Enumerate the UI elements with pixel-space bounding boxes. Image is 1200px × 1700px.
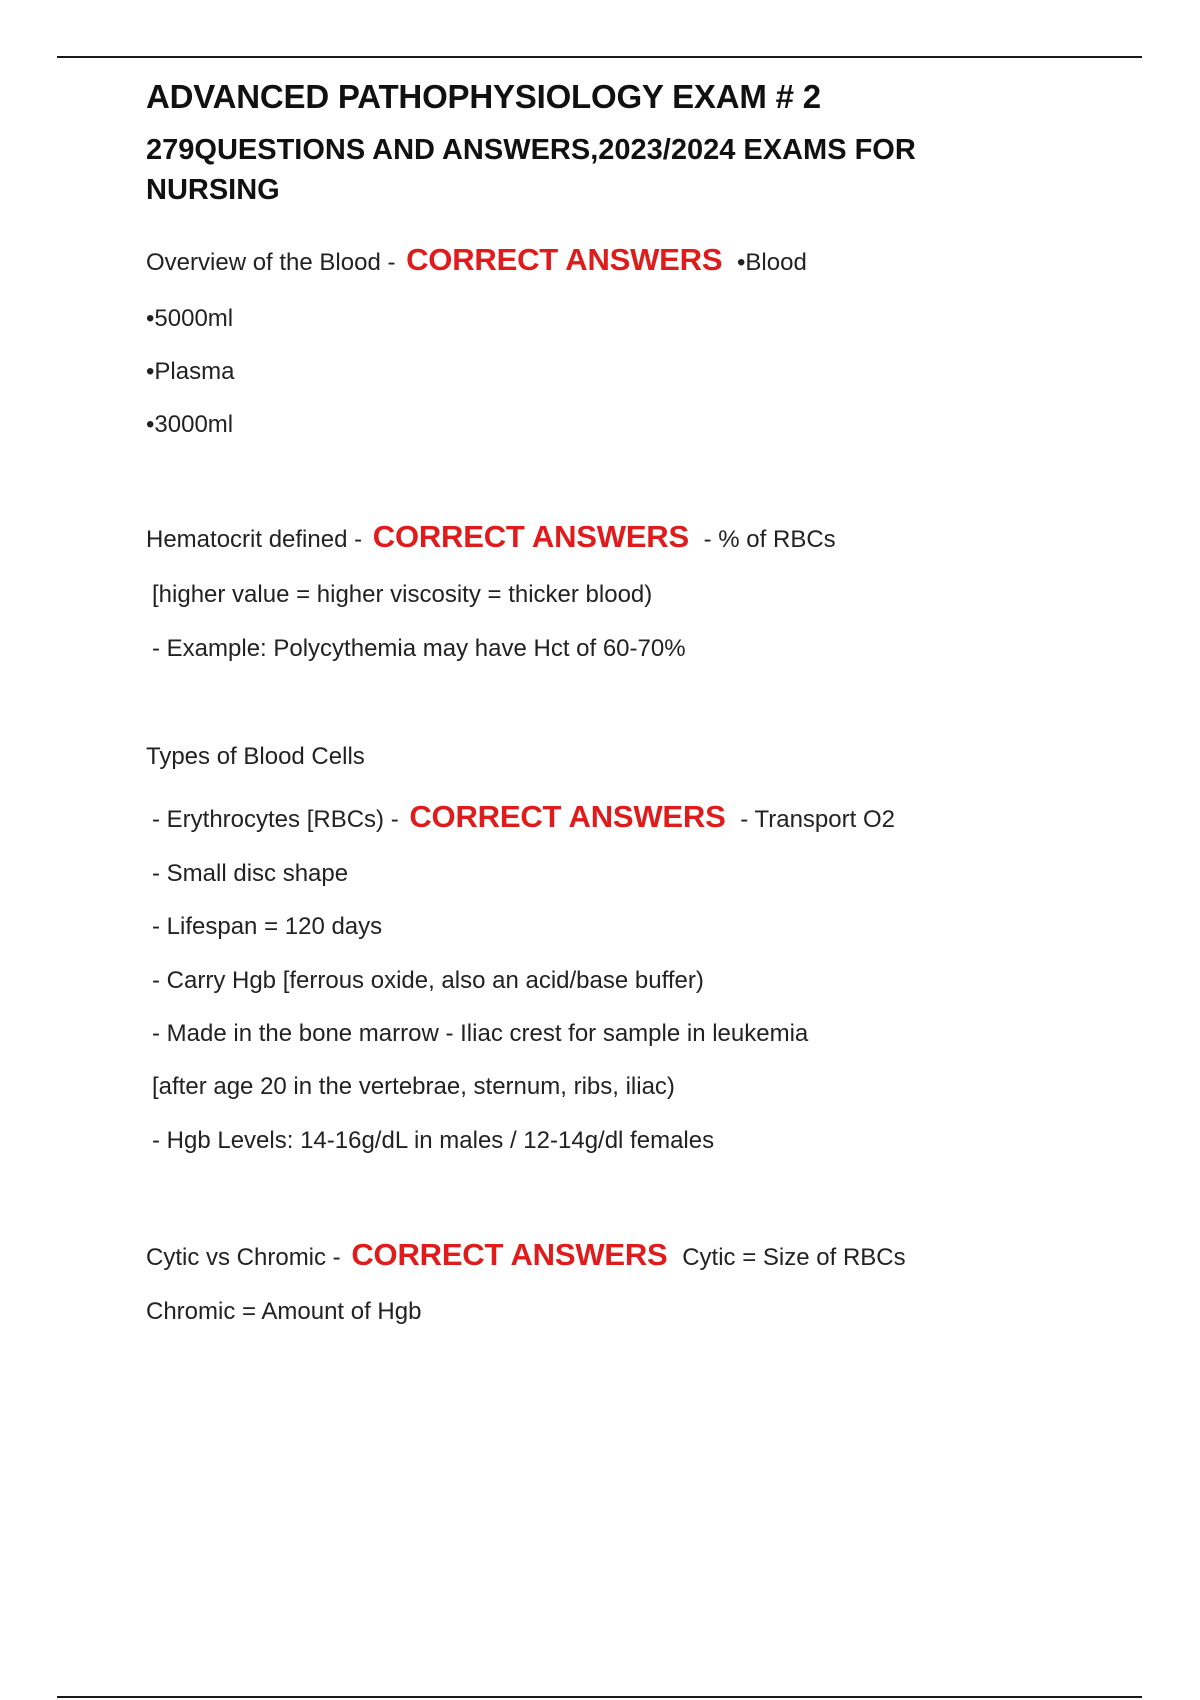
answer-line: •3000ml (146, 411, 234, 438)
document-subtitle: 279QUESTIONS AND ANSWERS,2023/2024 EXAMS FOR NURSING (146, 134, 916, 206)
question-text: - Erythrocytes [RBCs) - (152, 806, 399, 833)
question-text: Hematocrit defined - (146, 526, 363, 553)
question-text: Cytic vs Chromic - (146, 1244, 341, 1271)
bottom-divider (57, 1696, 1142, 1698)
answer-line: - Made in the bone marrow - Iliac crest for sample in leukemia (152, 1020, 809, 1047)
answer-line: - Lifespan = 120 days (152, 913, 383, 940)
answer-line: [after age 20 in the vertebrae, sternum, ribs, iliac) (152, 1073, 675, 1100)
correct-answers-label: CORRECT ANSWERS (372, 519, 689, 554)
answer-line: •Plasma (146, 358, 235, 385)
answer-text: •Blood (737, 249, 807, 276)
question-hematocrit (146, 519, 836, 555)
section-heading-blood-cells: Types of Blood Cells (146, 743, 365, 770)
answer-line: [higher value = higher viscosity = thicker blood) (152, 581, 653, 608)
answer-line: - Small disc shape (152, 860, 349, 887)
answer-line: - Carry Hgb [ferrous oxide, also an acid/base buffer) (152, 967, 704, 994)
answer-text: - % of RBCs (703, 526, 836, 553)
question-cytic-chromic (146, 1237, 906, 1273)
answer-text: - Transport O2 (740, 806, 895, 833)
answer-line: - Hgb Levels: 14-16g/dL in males / 12-14g/dl females (152, 1127, 715, 1154)
correct-answers-label: CORRECT ANSWERS (406, 242, 723, 277)
question-blood-overview (146, 242, 807, 278)
question-text: Overview of the Blood - (146, 249, 396, 276)
answer-line: Chromic = Amount of Hgb (146, 1298, 422, 1325)
answer-line: •5000ml (146, 305, 234, 332)
answer-line: - Example: Polycythemia may have Hct of 60-70% (152, 635, 686, 662)
document-title: ADVANCED PATHOPHYSIOLOGY EXAM # 2 (146, 78, 821, 115)
top-divider (57, 56, 1142, 58)
question-erythrocytes (152, 799, 895, 835)
answer-text: Cytic = Size of RBCs (682, 1244, 906, 1271)
correct-answers-label: CORRECT ANSWERS (351, 1237, 668, 1272)
correct-answers-label: CORRECT ANSWERS (409, 799, 726, 834)
